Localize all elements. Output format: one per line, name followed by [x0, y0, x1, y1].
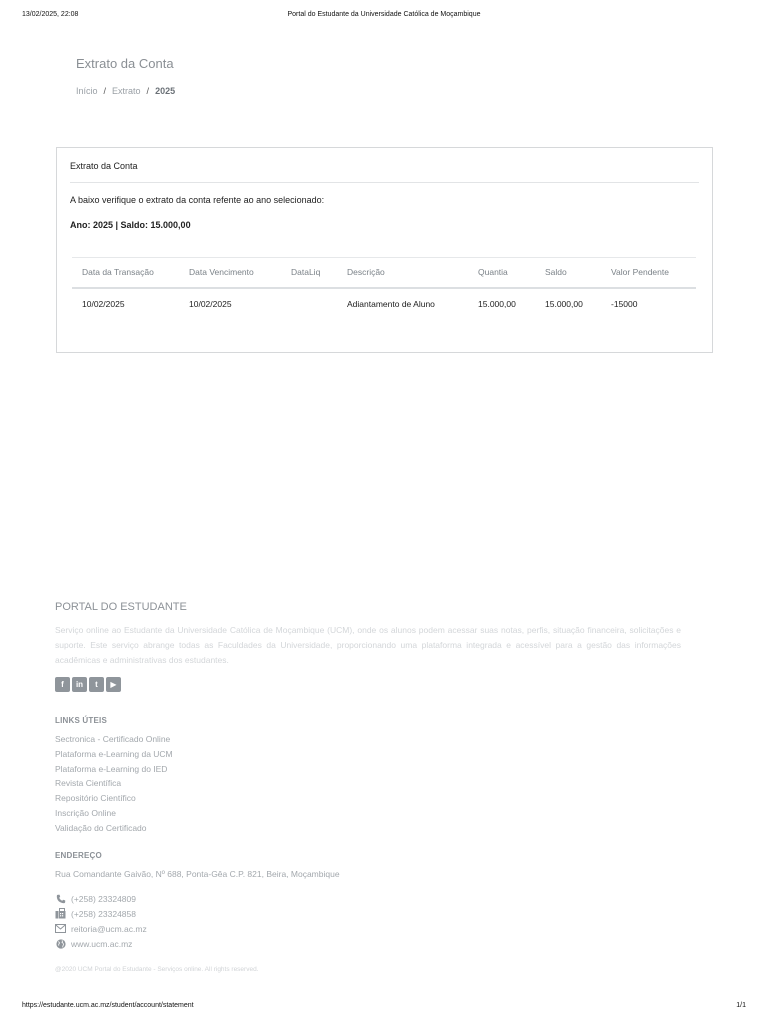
globe-icon [55, 938, 66, 949]
print-datetime: 13/02/2025, 22:08 [22, 11, 79, 18]
fax-number: (+258) 23324858 [71, 908, 136, 919]
print-page-number: 1/1 [736, 1002, 746, 1009]
cell-due-date: 10/02/2025 [189, 299, 232, 309]
statement-table [72, 257, 696, 319]
breadcrumb-separator: / [146, 86, 150, 96]
cell-balance: 15.000,00 [545, 299, 583, 309]
link-repositorio-cientifico[interactable]: Repositório Científico [55, 793, 136, 804]
column-header-due-date[interactable]: Data Vencimento [189, 267, 254, 277]
column-header-description[interactable]: Descrição [347, 267, 385, 277]
card-description: A baixo verifique o extrato da conta refente ao ano selecionado: [70, 195, 325, 205]
facebook-icon[interactable]: f [55, 677, 70, 692]
year-balance-summary: Ano: 2025 | Saldo: 15.000,00 [70, 220, 191, 230]
card-divider [70, 182, 699, 183]
table-row [72, 289, 696, 319]
print-footer [22, 1002, 746, 1014]
column-header-amount[interactable]: Quantia [478, 267, 508, 277]
phone-number: (+258) 23324809 [71, 893, 136, 904]
link-elearning-ied[interactable]: Plataforma e-Learning do IED [55, 763, 168, 774]
copyright-text: @2020 UCM Portal do Estudante - Serviços online. All rights reserved. [55, 966, 259, 973]
link-validacao-certificado[interactable]: Validação do Certificado [55, 822, 147, 833]
card-title: Extrato da Conta [70, 161, 138, 171]
breadcrumb-home[interactable]: Início [76, 86, 98, 96]
email-contact [55, 923, 147, 934]
link-elearning-ucm[interactable]: Plataforma e-Learning da UCM [55, 748, 173, 759]
fax-icon [55, 908, 66, 919]
page-title: Extrato da Conta [76, 56, 174, 71]
breadcrumb-current: 2025 [155, 86, 176, 96]
statement-card [56, 147, 713, 353]
cell-amount: 15.000,00 [478, 299, 516, 309]
footer-portal-title: PORTAL DO ESTUDANTE [55, 601, 187, 613]
phone-icon [55, 893, 66, 904]
envelope-icon [55, 923, 66, 934]
phone-contact [55, 893, 136, 904]
breadcrumb-separator: / [103, 86, 107, 96]
print-title: Portal do Estudante da Universidade Católica de Moçambique [287, 11, 481, 18]
table-header [72, 257, 696, 289]
footer-portal-description: Serviço online ao Estudante da Universidade Católica de Moçambique (UCM), onde os alunos podem acessar suas notas, perfis, situação financeira, solicitações e suporte. Este serviço abrange todas as Faculdades da Universidade, proporcionando uma plataforma integrada e acessível para a gestão das informações acadêmicas e administrativas dos estudantes. [55, 625, 681, 665]
column-header-settlement-date[interactable]: DataLiq [291, 267, 321, 277]
cell-transaction-date: 10/02/2025 [82, 299, 125, 309]
social-links [55, 677, 121, 692]
cell-pending: -15000 [611, 299, 638, 309]
fax-contact [55, 908, 136, 919]
breadcrumb [76, 86, 175, 96]
youtube-icon[interactable]: ▶ [106, 677, 121, 692]
useful-links-list [55, 732, 173, 836]
email-address[interactable]: reitoria@ucm.ac.mz [71, 923, 147, 934]
column-header-transaction-date[interactable]: Data da Transação [82, 267, 154, 277]
column-header-pending[interactable]: Valor Pendente [611, 267, 669, 277]
useful-links-heading: LINKS ÚTEIS [55, 716, 107, 725]
website-contact [55, 938, 132, 949]
link-revista-cientifica[interactable]: Revista Científica [55, 778, 122, 789]
breadcrumb-extrato[interactable]: Extrato [112, 86, 141, 96]
twitter-icon[interactable]: t [89, 677, 104, 692]
print-header [22, 11, 746, 23]
link-inscricao-online[interactable]: Inscrição Online [55, 807, 116, 818]
cell-description: Adiantamento de Aluno [347, 299, 435, 309]
column-header-balance[interactable]: Saldo [545, 267, 567, 277]
print-url: https://estudante.ucm.ac.mz/student/account/statement [22, 1002, 194, 1009]
address-heading: ENDEREÇO [55, 851, 102, 860]
link-sectronica[interactable]: Sectronica - Certificado Online [55, 734, 171, 744]
linkedin-icon[interactable]: in [72, 677, 87, 692]
address-text: Rua Comandante Gaivão, Nº 688, Ponta-Gêa C.P. 821, Beira, Moçambique [55, 869, 340, 879]
website-url[interactable]: www.ucm.ac.mz [71, 938, 133, 949]
